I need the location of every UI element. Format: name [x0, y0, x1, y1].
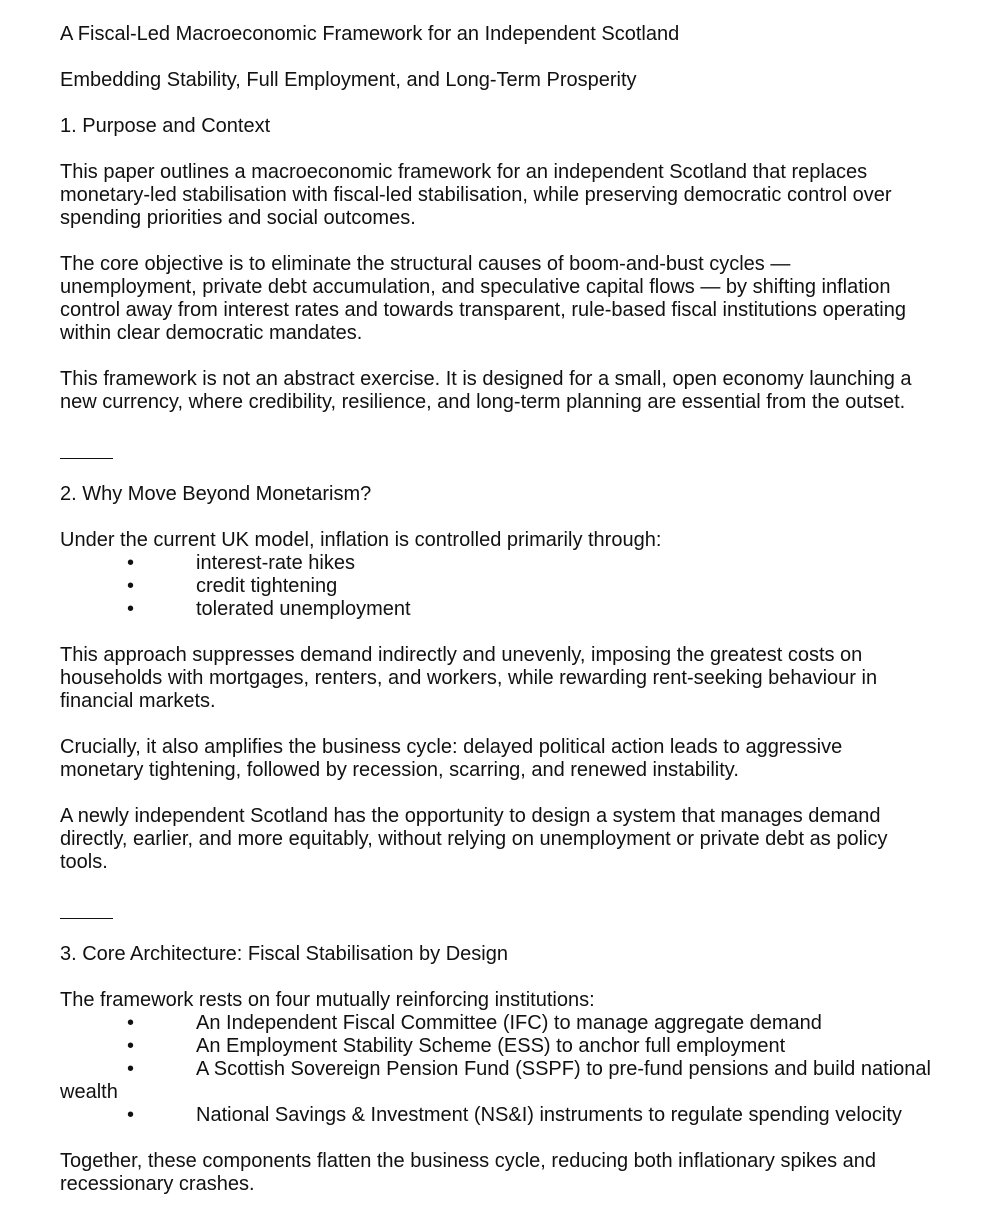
section-3-heading: 3. Core Architecture: Fiscal Stabilisation by Design	[60, 943, 508, 965]
list-item-text: An Employment Stability Scheme (ESS) to anchor full employment	[196, 1035, 786, 1057]
section-3-intro: The framework rests on four mutually reinforcing institutions:	[60, 989, 595, 1011]
section-3-closing: Together, these components flatten the business cycle, reducing both inflationary spikes and recessionary crashes.	[60, 1150, 877, 1195]
section-2-paragraph-2: Crucially, it also amplifies the business cycle: delayed political action leads to aggressive monetary tightening, followed by recession, scarring, and renewed instability.	[60, 736, 843, 781]
list-item-text: A Scottish Sovereign Pension Fund (SSPF) to pre-fund pensions and build national	[196, 1058, 931, 1080]
section-divider-2	[60, 897, 995, 920]
bullet-glyph: •	[127, 598, 135, 620]
list-item	[60, 1035, 995, 1058]
list-item	[60, 1012, 995, 1035]
list-item-text: interest-rate hikes	[196, 552, 355, 574]
bullet-glyph: •	[127, 1012, 135, 1034]
section-2-heading: 2. Why Move Beyond Monetarism?	[60, 483, 372, 505]
list-item	[60, 1058, 995, 1104]
section-1-paragraph-3: This framework is not an abstract exercise. It is designed for a small, open economy launching a new currency, where credibility, resilience, and long-term planning are essential from the outset.	[60, 368, 912, 413]
section-divider-1	[60, 437, 995, 460]
list-item-text-continuation: wealth	[60, 1081, 118, 1103]
section-2-bullet-list	[60, 552, 995, 621]
section-3-bullet-list	[60, 1012, 995, 1127]
list-item-text: An Independent Fiscal Committee (IFC) to manage aggregate demand	[196, 1012, 822, 1034]
list-item-text: National Savings & Investment (NS&I) instruments to regulate spending velocity	[196, 1104, 902, 1126]
section-1-paragraph-2: The core objective is to eliminate the structural causes of boom-and-bust cycles — unemployment, private debt accumulation, and speculative capital flows — by shifting inflation control away from interest rates and towards transparent, rule-based fiscal institutions operating within clear democratic mandates.	[60, 253, 906, 344]
document	[60, 23, 995, 1219]
section-2-paragraph-3: A newly independent Scotland has the opportunity to design a system that manages demand directly, earlier, and more equitably, without relying on unemployment or private debt as policy tools.	[60, 805, 888, 873]
section-1-heading: 1. Purpose and Context	[60, 115, 271, 137]
list-item-text: credit tightening	[196, 575, 338, 597]
section-2-paragraph-1: This approach suppresses demand indirectly and unevenly, imposing the greatest costs on households with mortgages, renters, and workers, while rewarding rent-seeking behaviour in financial markets.	[60, 644, 878, 712]
document-subtitle: Embedding Stability, Full Employment, and Long-Term Prosperity	[60, 69, 637, 91]
list-item	[60, 1104, 995, 1127]
list-item-text: tolerated unemployment	[196, 598, 411, 620]
list-item	[60, 598, 995, 621]
bullet-glyph: •	[127, 1035, 135, 1057]
section-2-intro: Under the current UK model, inflation is controlled primarily through:	[60, 529, 662, 551]
bullet-glyph: •	[127, 1058, 135, 1080]
list-item	[60, 575, 995, 598]
bullet-glyph: •	[127, 552, 135, 574]
list-item	[60, 552, 995, 575]
document-title: A Fiscal-Led Macroeconomic Framework for an Independent Scotland	[60, 23, 680, 45]
section-1-paragraph-1: This paper outlines a macroeconomic framework for an independent Scotland that replaces monetary-led stabilisation with fiscal-led stabilisation, while preserving democratic control over spending priorities and social outcomes.	[60, 161, 892, 229]
bullet-glyph: •	[127, 1104, 135, 1126]
bullet-glyph: •	[127, 575, 135, 597]
